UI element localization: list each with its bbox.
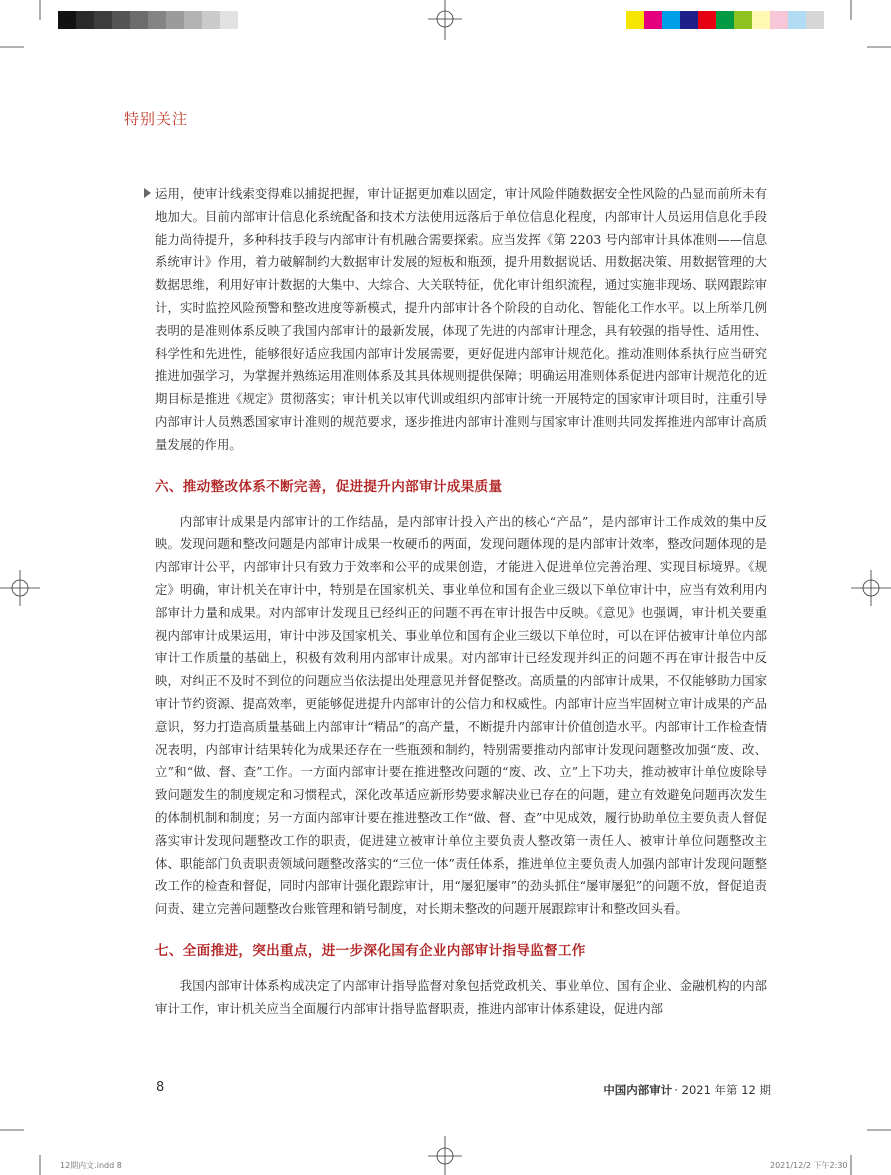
color-swatch [626,11,644,29]
gray-swatch [58,11,76,29]
gray-swatch [148,11,166,29]
color-swatch [698,11,716,29]
color-swatch [662,11,680,29]
color-swatch [680,11,698,29]
gray-swatch [112,11,130,29]
color-swatch [644,11,662,29]
gray-swatch [220,11,238,29]
heading-section-7: 七、全面推进，突出重点，进一步深化国有企业内部审计指导监督工作 [155,942,586,959]
color-swatch [788,11,806,29]
paragraph-intro [155,183,767,457]
gray-swatch [202,11,220,29]
gray-calibration-bar [58,11,238,29]
color-swatch [770,11,788,29]
heading-section-6: 六、推动整改体系不断完善，促进提升内部审计成果质量 [155,478,503,495]
color-swatch [806,11,824,29]
gray-swatch [184,11,202,29]
section-tag: 特别关注 [124,110,189,128]
continuation-arrow-icon [144,188,151,198]
paragraph-section-7: 我国内部审计体系构成决定了内部审计指导监督对象包括党政机关、事业单位、国有企业、金融机构的内部审计工作，审计机关应当全面履行内部审计指导监督职责，推进内部审计体系建设，促进内部 [155,977,767,1016]
gray-swatch [130,11,148,29]
paragraph-intro-text: 运用，使审计线索变得难以捕捉把握，审计证据更加难以固定，审计风险伴随数据安全性风险的凸显而前所未有地加大。目前内部审计信息化系统配备和技术方法使用远落后于单位信息化程度，内部审计人员运用信息化手段能力尚待提升，多种科技手段与内部审计有机融合需要探索。应当发挥《第 2203 号内部审计具体准则——信息系统审计》作用，着力破解制约大数据审计发展的短板和瓶颈，提升用数据说话、用数据决策、用数据管理的大数据思维，利用好审计数据的大集中、大综合、大关联特征，优化审计组织流程，通过实施非现场、联网跟踪审计，实时监控风险预警和整改进度等新模式，提升内部审计各个阶段的自动化、智能化工作水平。以上所举几例表明的是准则体系反映了我国内部审计的最新发展，体现了先进的内部审计理念，具有较强的指导性、适用性、科学性和先进性，能够很好适应我国内部审计发展需要，更好促进内部审计规范化。推动准则体系执行应当研究推进加强学习，为掌握并熟练运用准则体系及其具体规则提供保障；明确运用准则体系促进内部审计规范化的近期目标是推进《规定》贯彻落实；审计机关以审代训或组织内部审计统一开展特定的国家审计项目时，注重引导内部审计人员熟悉国家审计准则的规范要求，逐步推进内部审计准则与国家审计准则共同发挥推进内部审计高质量发展的作用。 [155,186,767,452]
color-calibration-bar [626,11,824,29]
gray-swatch [166,11,184,29]
article-body [155,183,767,1021]
journal-issue: · 2021 年第 12 期 [674,1083,771,1097]
slug-timestamp: 2021/12/2 下午2:30 [770,1161,848,1170]
journal-brand: 中国内部审计 [603,1083,673,1097]
gray-swatch [94,11,112,29]
color-swatch [734,11,752,29]
slug-file: 12期内文.indd 8 [60,1161,122,1170]
paragraph-section-6: 内部审计成果是内部审计的工作结晶，是内部审计投入产出的核心“产品”，是内部审计工作成效的集中反映。发现问题和整改问题是内部审计成果一枚硬币的两面，发现问题体现的是内部审计效率，整改问题体现的是内部审计公平，内部审计只有致力于效率和公平的成果创造，才能进入促进单位完善治理、实现目标境界。《规定》明确，审计机关在审计中，特别是在国家机关、事业单位和国有企业三级以下单位审计中，应当有效利用内部审计力量和成果。对内部审计发现且已经纠正的问题不再在审计报告中反映。《意见》也强调，审计机关要重视内部审计成果运用，审计中涉及国家机关、事业单位和国有企业三级以下单位时，可以在评估被审计单位内部审计工作质量的基础上，积极有效利用内部审计成果。对内部审计已经发现并纠正的问题不再在审计报告中反映，对纠正不及时不到位的问题应当依法提出处理意见并督促整改。高质量的内部审计成果，不仅能够助力国家审计节约资源、提高效率，更能够促进提升内部审计的公信力和权威性。内部审计应当牢固树立审计成果的产品意识，努力打造高质量基础上内部审计“精品”的高产量，不断提升内部审计价值创造水平。内部审计工作检查情况表明，内部审计结果转化为成果还存在一些瓶颈和制约，特别需要推动内部审计发现问题整改加强“废、改、立”和“做、督、查”工作。一方面内部审计要在推进整改问题的“废、改、立”上下功夫，推动被审计单位废除导致问题发生的制度规定和习惯程式，深化改革适应新形势要求解决业已存在的问题，建立有效避免问题再次发生的体制机制和制度；另一方面内部审计要在推进整改工作“做、督、查”中见成效，履行协助单位主要负责人督促落实审计发现问题整改工作的职责，促进建立被审计单位主要负责人整改第一责任人、被审计单位问题整改主体、职能部门负责职责领域问题整改落实的“三位一体”责任体系，推进单位主要负责人加强内部审计发现问题整改工作的检查和督促，同时内部审计强化跟踪审计，用“屡犯屡审”的劲头抓住“屡审屡犯”的问题不放，督促追责问责、建立完善问题整改台账管理和销号制度，对长期未整改的问题开展跟踪审计和整改回头看。 [155,513,767,917]
gray-swatch [76,11,94,29]
page-number: 8 [156,1080,165,1095]
journal-footer [603,1082,771,1098]
color-swatch [752,11,770,29]
color-swatch [716,11,734,29]
